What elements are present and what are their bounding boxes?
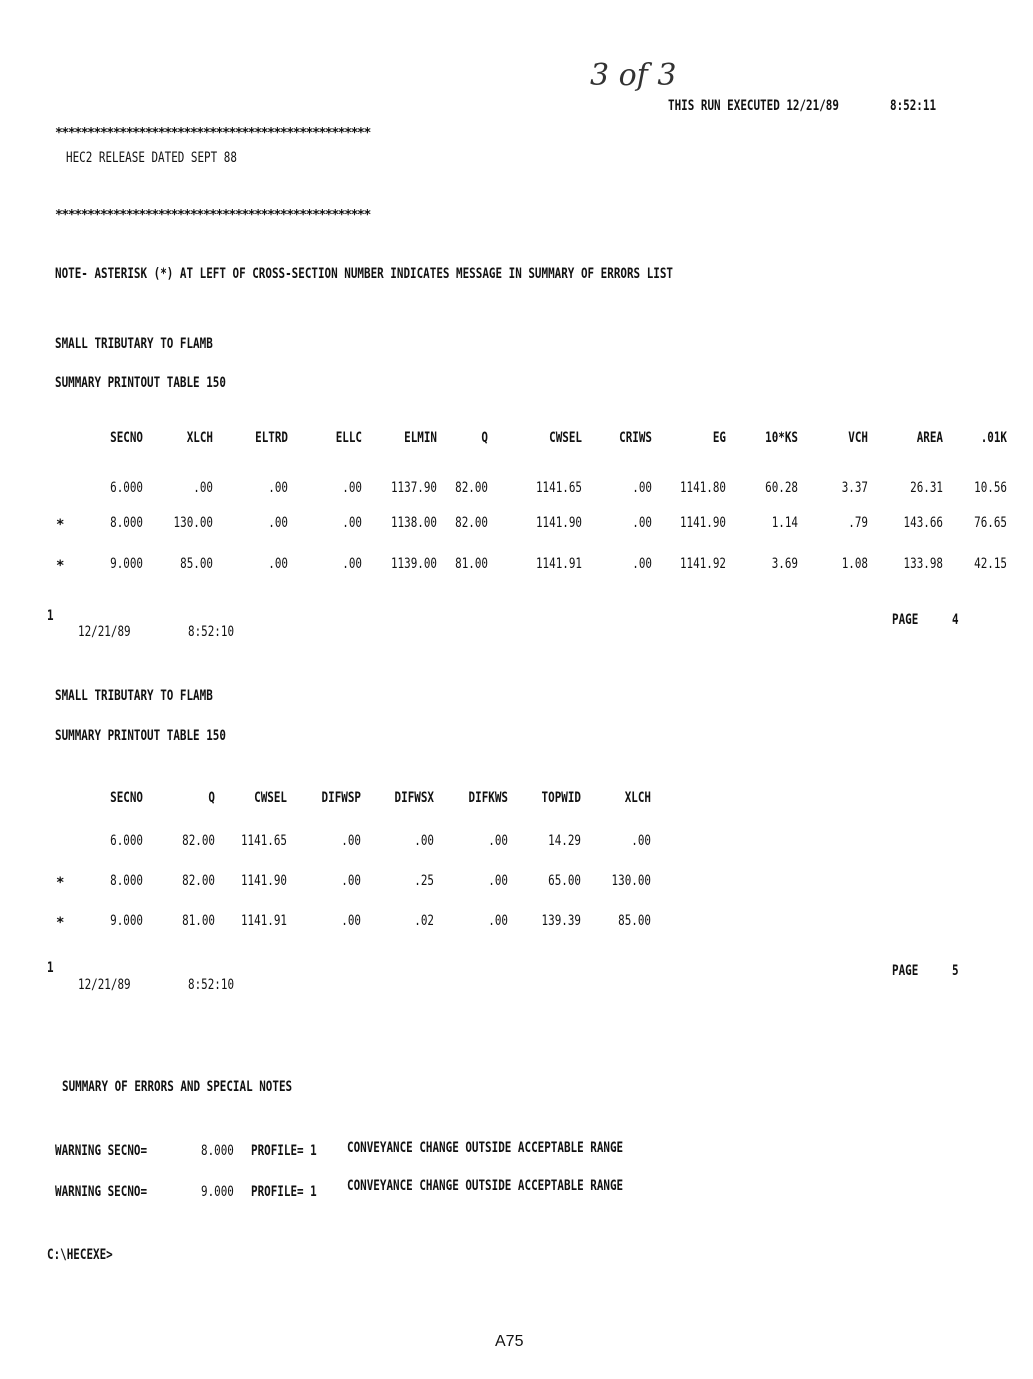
table1-time: 8:52:10 [188,624,235,640]
table-cell: 130.00 [611,873,651,889]
column-header: CRIWS [619,430,652,446]
table-cell: 3.69 [771,556,798,572]
table-cell: 1141.90 [679,515,726,531]
table1-date: 12/21/89 [78,624,131,640]
table-cell: 60.28 [765,480,798,496]
column-header: 10*KS [765,430,798,446]
table-cell: 65.00 [548,873,581,889]
warning-message: CONVEYANCE CHANGE OUTSIDE ACCEPTABLE RANGE [347,1140,624,1156]
table-cell: 82.00 [182,833,215,849]
table-cell: 1139.00 [390,556,437,572]
page-label-5: PAGE [892,963,919,979]
table-cell: 81.00 [182,913,215,929]
table-cell: .00 [193,480,213,496]
table-cell: 42.15 [974,556,1007,572]
table-cell: 1141.65 [240,833,287,849]
table-cell: 1141.90 [240,873,287,889]
column-header: Q [481,430,488,446]
column-header: EG [712,430,726,446]
warning-message: CONVEYANCE CHANGE OUTSIDE ACCEPTABLE RANGE [347,1178,624,1194]
table-cell: 139.39 [541,913,581,929]
table-cell: 133.98 [903,556,943,572]
table-cell: 82.00 [455,515,488,531]
table-cell: 8.000 [110,873,143,889]
page-number-4: 4 [952,612,959,628]
table-cell: .00 [342,515,362,531]
handwritten-page-note: 3 of 3 [590,58,677,93]
table-cell: 8.000 [110,515,143,531]
table-cell: 130.00 [173,515,213,531]
column-header: ELTRD [255,430,288,446]
table-cell: .00 [631,833,651,849]
table-cell: 1141.90 [535,515,582,531]
table-cell: .00 [342,480,362,496]
error-flag: * [56,517,65,533]
column-header: CWSEL [254,790,287,806]
column-header: XLCH [624,790,651,806]
error-flag: * [56,875,65,891]
table-cell: 1.14 [771,515,798,531]
table-cell: 1.08 [841,556,868,572]
table-cell: 1138.00 [390,515,437,531]
warning-label: WARNING SECNO= [55,1184,148,1200]
table-cell: 3.37 [841,480,868,496]
table-cell: .00 [341,833,361,849]
table-cell: 82.00 [455,480,488,496]
warning-profile: PROFILE= 1 [251,1143,317,1159]
star-rule-top: ************************************************* [55,126,370,141]
error-flag: * [56,915,65,931]
table-cell: 6.000 [110,480,143,496]
column-header: TOPWID [541,790,581,806]
table-cell: .00 [632,480,652,496]
table-cell: 14.29 [548,833,581,849]
column-header: VCH [848,430,868,446]
table-cell: 1141.92 [679,556,726,572]
release-line: HEC2 RELEASE DATED SEPT 88 [66,150,237,166]
table2-date: 12/21/89 [78,977,131,993]
page-marker-1: 1 [47,608,54,624]
column-header: CWSEL [549,430,582,446]
page-marker-2: 1 [47,960,54,976]
star-rule-bottom: ************************************************* [55,208,370,223]
column-header: XLCH [186,430,213,446]
run-executed: THIS RUN EXECUTED 12/21/89 [668,98,839,114]
command-prompt: C:\HECEXE> [47,1247,113,1263]
column-header: Q [208,790,215,806]
table-cell: 85.00 [180,556,213,572]
warning-profile: PROFILE= 1 [251,1184,317,1200]
warning-secno: 8.000 [201,1143,234,1159]
run-time: 8:52:11 [890,98,937,114]
table-cell: .25 [414,873,434,889]
table-cell: .79 [848,515,868,531]
table-cell: .02 [414,913,434,929]
table-cell: 81.00 [455,556,488,572]
table-cell: 85.00 [618,913,651,929]
table-cell: .00 [341,913,361,929]
table-cell: 10.56 [974,480,1007,496]
column-header: DIFKWS [468,790,508,806]
table1-subtitle: SUMMARY PRINTOUT TABLE 150 [55,375,226,391]
page-footer-code: A75 [495,1333,524,1350]
table-cell: 1141.65 [535,480,582,496]
table-cell: 1141.91 [535,556,582,572]
column-header: DIFWSP [321,790,361,806]
page-number-5: 5 [952,963,959,979]
warning-label: WARNING SECNO= [55,1143,148,1159]
table2-title: SMALL TRIBUTARY TO FLAMB [55,688,213,704]
errors-title: SUMMARY OF ERRORS AND SPECIAL NOTES [62,1079,293,1095]
table-cell: 143.66 [903,515,943,531]
table-cell: .00 [488,833,508,849]
table-cell: 9.000 [110,913,143,929]
table-cell: .00 [268,556,288,572]
column-header: .01K [980,430,1007,446]
column-header: SECNO [110,790,143,806]
table2-subtitle: SUMMARY PRINTOUT TABLE 150 [55,728,226,744]
table-cell: 82.00 [182,873,215,889]
page-label-4: PAGE [892,612,919,628]
table-cell: 9.000 [110,556,143,572]
error-flag: * [56,558,65,574]
table-cell: .00 [268,480,288,496]
table-cell: .00 [341,873,361,889]
table2-time: 8:52:10 [188,977,235,993]
note-line: NOTE- ASTERISK (*) AT LEFT OF CROSS-SECTION NUMBER INDICATES MESSAGE IN SUMMARY OF ERRORS LIST [55,266,674,282]
column-header: ELLC [335,430,362,446]
warning-secno: 9.000 [201,1184,234,1200]
table-cell: 1141.80 [679,480,726,496]
table-cell: .00 [268,515,288,531]
table-cell: .00 [632,515,652,531]
table-cell: 76.65 [974,515,1007,531]
table-cell: .00 [632,556,652,572]
column-header: ELMIN [404,430,437,446]
column-header: AREA [916,430,943,446]
column-header: DIFWSX [394,790,434,806]
table-cell: .00 [342,556,362,572]
table-cell: .00 [488,913,508,929]
table1-title: SMALL TRIBUTARY TO FLAMB [55,336,213,352]
table-cell: 26.31 [910,480,943,496]
column-header: SECNO [110,430,143,446]
table-cell: .00 [488,873,508,889]
table-cell: 6.000 [110,833,143,849]
table-cell: .00 [414,833,434,849]
table-cell: 1141.91 [240,913,287,929]
table-cell: 1137.90 [390,480,437,496]
